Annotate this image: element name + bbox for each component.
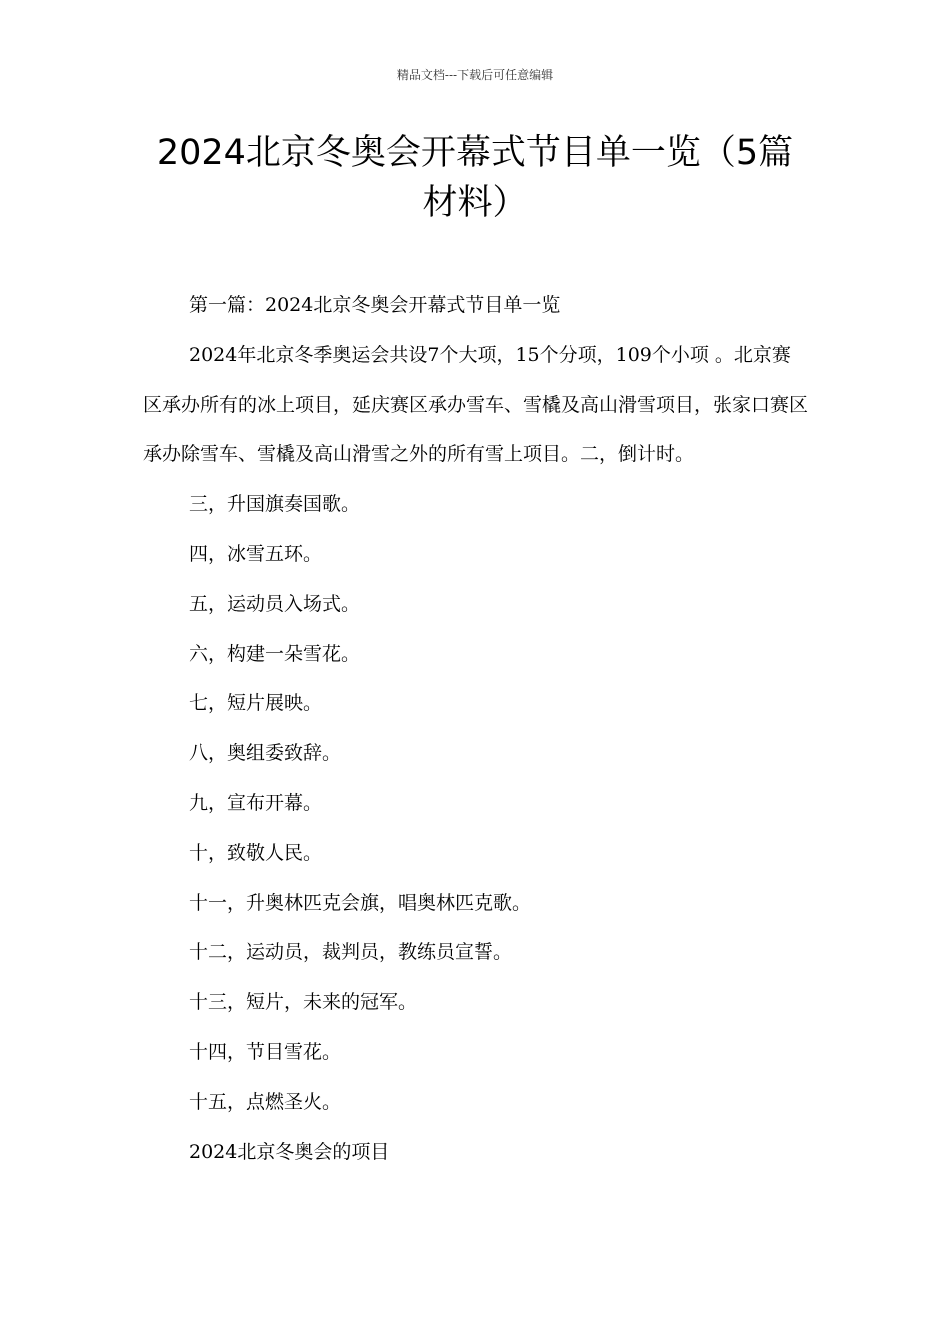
program-item: 五，运动员入场式。 [189,592,361,615]
program-item: 十，致敬人民。 [189,841,323,864]
program-item: 六，构建一朵雪花。 [189,642,361,665]
section-heading: 第一篇：2024北京冬奥会开幕式节目单一览 [189,294,561,316]
program-item: 七，短片展映。 [189,692,323,715]
program-item: 八，奥组委致辞。 [189,742,342,765]
program-item: 三，升国旗奏国歌。 [189,493,361,516]
program-item: 十五，点燃圣火。 [189,1090,342,1113]
section-subheading: 2024北京冬奥会的项目 [189,1140,390,1163]
document-body [143,281,808,1177]
program-item: 十二，运动员，裁判员，教练员宣誓。 [189,941,513,964]
paragraph-intro: 2024年北京冬季奥运会共设7个大项，15个分项，109个小项 。北京赛区承办所有的冰上项目，延庆赛区承办雪车、雪橇及高山滑雪项目，张家口赛区承办除雪车、雪橇及高山滑雪之外的所有雪上项目。二，倒计时。 [143,343,809,466]
program-item: 十三，短片，未来的冠军。 [189,991,418,1014]
program-item: 九，宣布开幕。 [189,791,323,814]
program-item: 十一，升奥林匹克会旗，唱奥林匹克歌。 [189,891,532,914]
program-item: 四，冰雪五环。 [189,542,323,565]
document-title: 2024北京冬奥会开幕式节目单一览（5篇材料） [156,133,794,223]
header-note: 精品文档---下载后可任意编辑 [396,68,554,82]
program-item: 十四，节目雪花。 [189,1040,342,1063]
